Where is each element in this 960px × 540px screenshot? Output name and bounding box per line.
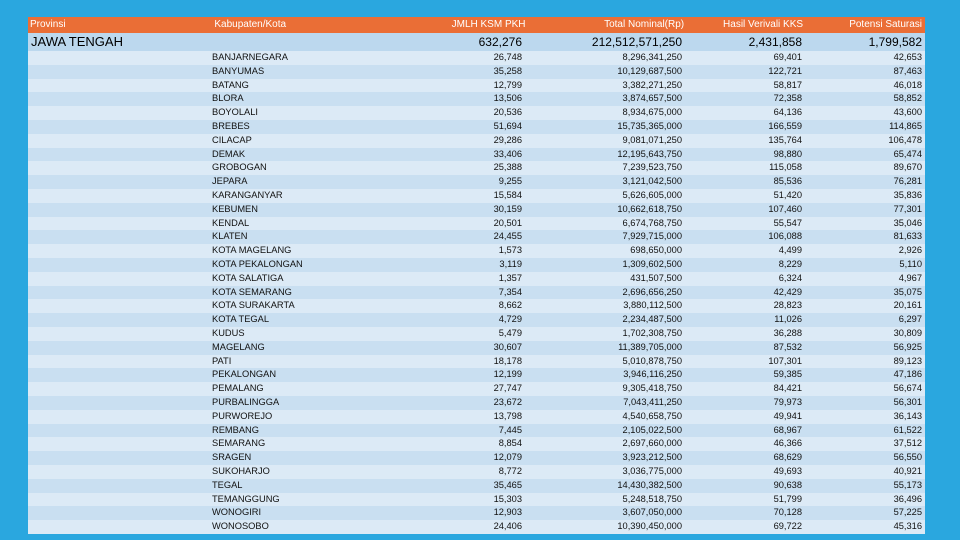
cell-provinsi [28, 424, 210, 438]
cell-total: 4,540,658,750 [622, 410, 682, 421]
cell-total: 10,129,687,500 [617, 65, 682, 76]
summary-total: 212,512,571,250 [591, 35, 682, 49]
cell-jmlh: 15,303 [493, 493, 522, 504]
table-row [28, 258, 925, 272]
cell-provinsi [28, 244, 210, 258]
cell-potensi: 43,600 [893, 107, 922, 118]
table-row [28, 134, 925, 148]
cell-total: 3,036,775,000 [622, 465, 682, 476]
cell-potensi: 58,852 [893, 93, 922, 104]
cell-potensi: 89,123 [893, 355, 922, 366]
cell-jmlh: 51,694 [493, 120, 522, 131]
summary-provinsi: JAWA TENGAH [31, 34, 123, 49]
table-row [28, 106, 925, 120]
cell-jmlh: 8,772 [498, 465, 522, 476]
table-row [28, 327, 925, 341]
cell-kabupaten: SUKOHARJO [212, 465, 270, 476]
cell-provinsi [28, 313, 210, 327]
cell-provinsi [28, 92, 210, 106]
cell-total: 3,607,050,000 [622, 507, 682, 518]
cell-hasil: 64,136 [773, 107, 802, 118]
cell-provinsi [28, 106, 210, 120]
cell-potensi: 36,496 [893, 493, 922, 504]
cell-hasil: 4,499 [778, 245, 802, 256]
cell-jmlh: 30,159 [493, 203, 522, 214]
cell-hasil: 42,429 [773, 286, 802, 297]
table-row [28, 465, 925, 479]
table-row [28, 244, 925, 258]
cell-kabupaten: KOTA TEGAL [212, 314, 270, 325]
cell-kabupaten: WONOSOBO [212, 521, 269, 532]
cell-potensi: 35,046 [893, 217, 922, 228]
cell-jmlh: 13,506 [493, 93, 522, 104]
cell-provinsi [28, 382, 210, 396]
cell-kabupaten: KEBUMEN [212, 203, 258, 214]
cell-provinsi [28, 120, 210, 134]
cell-provinsi [28, 175, 210, 189]
cell-total: 3,121,042,500 [622, 176, 682, 187]
cell-hasil: 68,629 [773, 452, 802, 463]
cell-provinsi [28, 327, 210, 341]
table-row [28, 520, 925, 534]
cell-jmlh: 25,388 [493, 162, 522, 173]
cell-provinsi [28, 230, 210, 244]
cell-jmlh: 1,573 [498, 245, 522, 256]
cell-provinsi [28, 479, 210, 493]
cell-total: 10,390,450,000 [617, 521, 682, 532]
cell-hasil: 84,421 [773, 383, 802, 394]
cell-jmlh: 8,662 [498, 300, 522, 311]
cell-hasil: 166,559 [768, 120, 802, 131]
header-potensi: Potensi Saturasi [849, 19, 923, 30]
cell-kabupaten: WONOGIRI [212, 507, 262, 518]
cell-hasil: 90,638 [773, 479, 802, 490]
cell-potensi: 56,301 [893, 396, 922, 407]
cell-total: 1,309,602,500 [622, 258, 682, 269]
cell-potensi: 56,550 [893, 452, 922, 463]
cell-provinsi [28, 437, 210, 451]
cell-potensi: 36,143 [893, 410, 922, 421]
cell-kabupaten: PEMALANG [212, 383, 264, 394]
cell-kabupaten: GROBOGAN [212, 162, 267, 173]
table-row [28, 161, 925, 175]
cell-potensi: 45,316 [893, 521, 922, 532]
cell-potensi: 106,478 [888, 134, 922, 145]
cell-total: 2,696,656,250 [622, 286, 682, 297]
cell-hasil: 79,973 [773, 396, 802, 407]
cell-jmlh: 26,748 [493, 52, 522, 62]
cell-hasil: 87,532 [773, 341, 802, 352]
cell-potensi: 46,018 [893, 79, 922, 90]
cell-hasil: 115,058 [769, 162, 802, 173]
cell-potensi: 42,653 [893, 52, 922, 62]
cell-jmlh: 9,255 [498, 176, 522, 187]
cell-provinsi [28, 161, 210, 175]
cell-kabupaten: KENDAL [212, 217, 250, 228]
cell-kabupaten: BOYOLALI [212, 107, 258, 118]
cell-kabupaten: KARANGANYAR [212, 189, 283, 200]
cell-kabupaten: BLORA [212, 93, 244, 104]
table-row [28, 203, 925, 217]
cell-hasil: 107,301 [768, 355, 802, 366]
cell-provinsi [28, 355, 210, 369]
cell-kabupaten: PEKALONGAN [212, 369, 277, 380]
cell-total: 8,934,675,000 [622, 107, 682, 118]
cell-kabupaten: TEGAL [212, 479, 243, 490]
table-row [28, 437, 925, 451]
cell-total: 2,234,487,500 [622, 314, 682, 325]
cell-potensi: 40,921 [893, 465, 922, 476]
table-row [28, 272, 925, 286]
cell-potensi: 89,670 [893, 162, 922, 173]
table-row [28, 493, 925, 507]
cell-jmlh: 1,357 [498, 272, 522, 283]
cell-provinsi [28, 272, 210, 286]
cell-potensi: 55,173 [893, 479, 922, 490]
cell-provinsi [28, 79, 210, 93]
cell-provinsi [28, 299, 210, 313]
cell-hasil: 36,288 [773, 327, 802, 338]
cell-hasil: 107,460 [768, 203, 802, 214]
cell-potensi: 114,865 [889, 120, 922, 131]
cell-total: 14,430,382,500 [617, 479, 682, 490]
cell-total: 3,923,212,500 [622, 452, 682, 463]
cell-total: 11,389,705,000 [618, 341, 682, 352]
cell-jmlh: 7,354 [498, 286, 522, 297]
cell-hasil: 8,229 [778, 258, 802, 269]
cell-total: 431,507,500 [630, 272, 682, 283]
cell-provinsi [28, 189, 210, 203]
cell-kabupaten: REMBANG [212, 424, 260, 435]
cell-provinsi [28, 368, 210, 382]
cell-jmlh: 33,406 [493, 148, 522, 159]
table-row [28, 479, 925, 493]
cell-total: 3,382,271,250 [622, 79, 682, 90]
cell-potensi: 56,925 [893, 341, 922, 352]
cell-provinsi [28, 203, 210, 217]
cell-provinsi [28, 51, 210, 65]
table-row [28, 299, 925, 313]
cell-hasil: 49,941 [773, 410, 802, 421]
cell-jmlh: 7,445 [498, 424, 522, 435]
cell-kabupaten: KLATEN [212, 231, 248, 242]
cell-kabupaten: PURWOREJO [212, 410, 273, 421]
cell-provinsi [28, 493, 210, 507]
cell-jmlh: 35,258 [493, 65, 522, 76]
summary-hasil: 2,431,858 [748, 35, 802, 49]
cell-jmlh: 24,406 [493, 521, 522, 532]
cell-provinsi [28, 258, 210, 272]
cell-hasil: 69,722 [773, 521, 802, 532]
cell-potensi: 37,512 [893, 438, 922, 449]
cell-potensi: 81,633 [893, 231, 922, 242]
cell-jmlh: 8,854 [498, 438, 522, 449]
cell-hasil: 106,088 [768, 231, 802, 242]
cell-total: 3,946,116,250 [623, 369, 682, 380]
cell-kabupaten: PATI [212, 355, 232, 366]
cell-total: 10,662,618,750 [617, 203, 682, 214]
cell-potensi: 2,926 [898, 245, 922, 256]
summary-kabupaten [210, 33, 375, 51]
cell-kabupaten: DEMAK [212, 148, 246, 159]
cell-total: 8,296,341,250 [622, 52, 682, 62]
cell-hasil: 55,547 [773, 217, 802, 228]
cell-potensi: 35,075 [893, 286, 922, 297]
cell-provinsi [28, 148, 210, 162]
cell-jmlh: 30,607 [493, 341, 522, 352]
cell-potensi: 65,474 [893, 148, 922, 159]
cell-jmlh: 29,286 [493, 134, 522, 145]
table-row [28, 506, 925, 520]
cell-total: 7,929,715,000 [622, 231, 682, 242]
cell-potensi: 61,522 [893, 424, 922, 435]
cell-jmlh: 15,584 [493, 189, 522, 200]
cell-kabupaten: KOTA PEKALONGAN [212, 258, 303, 269]
cell-hasil: 98,880 [773, 148, 802, 159]
cell-total: 3,880,112,500 [623, 300, 682, 311]
cell-provinsi [28, 396, 210, 410]
cell-provinsi [28, 217, 210, 231]
table-row [28, 396, 925, 410]
cell-total: 9,081,071,250 [622, 134, 682, 145]
table-row [28, 451, 925, 465]
cell-potensi: 56,674 [893, 383, 922, 394]
table-header [28, 17, 925, 33]
table-row [28, 148, 925, 162]
cell-provinsi [28, 341, 210, 355]
cell-kabupaten: BANYUMAS [212, 65, 265, 76]
cell-provinsi [28, 286, 210, 300]
cell-kabupaten: MAGELANG [212, 341, 265, 352]
cell-total: 5,626,605,000 [622, 189, 682, 200]
cell-total: 2,697,660,000 [622, 438, 682, 449]
table-row [28, 424, 925, 438]
cell-kabupaten: JEPARA [212, 176, 248, 187]
cell-potensi: 5,110 [899, 258, 922, 269]
table-row [28, 230, 925, 244]
header-provinsi: Provinsi [30, 19, 66, 30]
cell-hasil: 70,128 [773, 507, 802, 518]
summary-jmlh: 632,276 [478, 35, 522, 49]
cell-total: 5,010,878,750 [622, 355, 682, 366]
table-row [28, 355, 925, 369]
cell-hasil: 85,536 [773, 176, 802, 187]
header-kabupaten: Kabupaten/Kota [214, 19, 287, 30]
cell-hasil: 49,693 [773, 465, 802, 476]
cell-provinsi [28, 410, 210, 424]
cell-total: 7,239,523,750 [622, 162, 682, 173]
cell-kabupaten: BREBES [212, 120, 250, 131]
cell-kabupaten: KOTA SEMARANG [212, 286, 292, 297]
cell-potensi: 76,281 [893, 176, 922, 187]
cell-kabupaten: KUDUS [212, 327, 245, 338]
data-table [28, 17, 925, 534]
table-row [28, 79, 925, 93]
cell-kabupaten: KOTA SURAKARTA [212, 300, 295, 311]
cell-hasil: 58,817 [773, 79, 802, 90]
table-row [28, 368, 925, 382]
cell-total: 2,105,022,500 [622, 424, 682, 435]
cell-provinsi [28, 451, 210, 465]
cell-kabupaten: BANJARNEGARA [212, 52, 288, 62]
cell-provinsi [28, 506, 210, 520]
cell-potensi: 20,161 [893, 300, 922, 311]
table-body [28, 51, 925, 534]
cell-hasil: 6,324 [778, 272, 802, 283]
header-hasil: Hasil Verivali KKS [723, 19, 804, 30]
cell-total: 5,248,518,750 [622, 493, 682, 504]
cell-hasil: 72,358 [773, 93, 802, 104]
cell-kabupaten: KOTA SALATIGA [212, 272, 284, 283]
cell-total: 7,043,411,250 [623, 396, 682, 407]
cell-kabupaten: TEMANGGUNG [212, 493, 280, 504]
cell-potensi: 77,301 [893, 203, 922, 214]
cell-jmlh: 3,119 [499, 258, 522, 269]
cell-jmlh: 24,455 [493, 231, 522, 242]
cell-provinsi [28, 465, 210, 479]
cell-hasil: 51,420 [773, 189, 802, 200]
cell-jmlh: 12,199 [493, 369, 522, 380]
cell-hasil: 69,401 [773, 52, 802, 62]
cell-total: 1,702,308,750 [622, 327, 682, 338]
cell-jmlh: 18,178 [493, 355, 522, 366]
cell-kabupaten: BATANG [212, 79, 249, 90]
cell-potensi: 57,225 [893, 507, 922, 518]
cell-jmlh: 13,798 [493, 410, 522, 421]
cell-kabupaten: SRAGEN [212, 452, 252, 463]
cell-jmlh: 12,079 [493, 452, 522, 463]
table-row [28, 120, 925, 134]
cell-provinsi [28, 65, 210, 79]
cell-jmlh: 12,903 [493, 507, 522, 518]
cell-hasil: 28,823 [773, 300, 802, 311]
table-row [28, 410, 925, 424]
table-row [28, 175, 925, 189]
header-total: Total Nominal(Rp) [604, 19, 685, 30]
cell-jmlh: 27,747 [493, 383, 522, 394]
cell-kabupaten: PURBALINGGA [212, 396, 280, 407]
cell-hasil: 11,026 [774, 314, 802, 325]
cell-potensi: 47,186 [893, 369, 922, 380]
cell-jmlh: 4,729 [498, 314, 522, 325]
table-row [28, 286, 925, 300]
cell-jmlh: 5,479 [498, 327, 522, 338]
cell-total: 698,650,000 [630, 245, 682, 256]
cell-hasil: 46,366 [773, 438, 802, 449]
cell-total: 3,874,657,500 [622, 93, 682, 104]
cell-potensi: 30,809 [893, 327, 922, 338]
table-row [28, 65, 925, 79]
cell-hasil: 68,967 [773, 424, 802, 435]
cell-jmlh: 20,536 [493, 107, 522, 118]
table-row [28, 382, 925, 396]
cell-potensi: 6,297 [898, 314, 922, 325]
cell-jmlh: 35,465 [493, 479, 522, 490]
table-row [28, 189, 925, 203]
cell-provinsi [28, 520, 210, 534]
table-row [28, 313, 925, 327]
cell-kabupaten: CILACAP [212, 134, 252, 145]
cell-total: 12,195,643,750 [617, 148, 682, 159]
cell-total: 15,735,365,000 [617, 120, 682, 131]
table-row [28, 217, 925, 231]
cell-potensi: 87,463 [893, 65, 922, 76]
table-row [28, 51, 925, 65]
cell-jmlh: 12,799 [493, 79, 522, 90]
cell-hasil: 122,721 [768, 65, 802, 76]
cell-total: 9,305,418,750 [622, 383, 682, 394]
summary-potensi: 1,799,582 [868, 35, 922, 49]
cell-provinsi [28, 134, 210, 148]
cell-potensi: 4,967 [898, 272, 922, 283]
summary-row [28, 33, 925, 51]
cell-kabupaten: KOTA MAGELANG [212, 245, 292, 256]
cell-hasil: 135,764 [768, 134, 802, 145]
table-row [28, 92, 925, 106]
cell-kabupaten: SEMARANG [212, 438, 266, 449]
table-row [28, 341, 925, 355]
header-jmlh: JMLH KSM PKH [451, 19, 526, 30]
cell-potensi: 35,836 [893, 189, 922, 200]
cell-hasil: 51,799 [773, 493, 802, 504]
cell-jmlh: 23,672 [493, 396, 522, 407]
cell-jmlh: 20,501 [493, 217, 522, 228]
cell-hasil: 59,385 [773, 369, 802, 380]
cell-total: 6,674,768,750 [622, 217, 682, 228]
